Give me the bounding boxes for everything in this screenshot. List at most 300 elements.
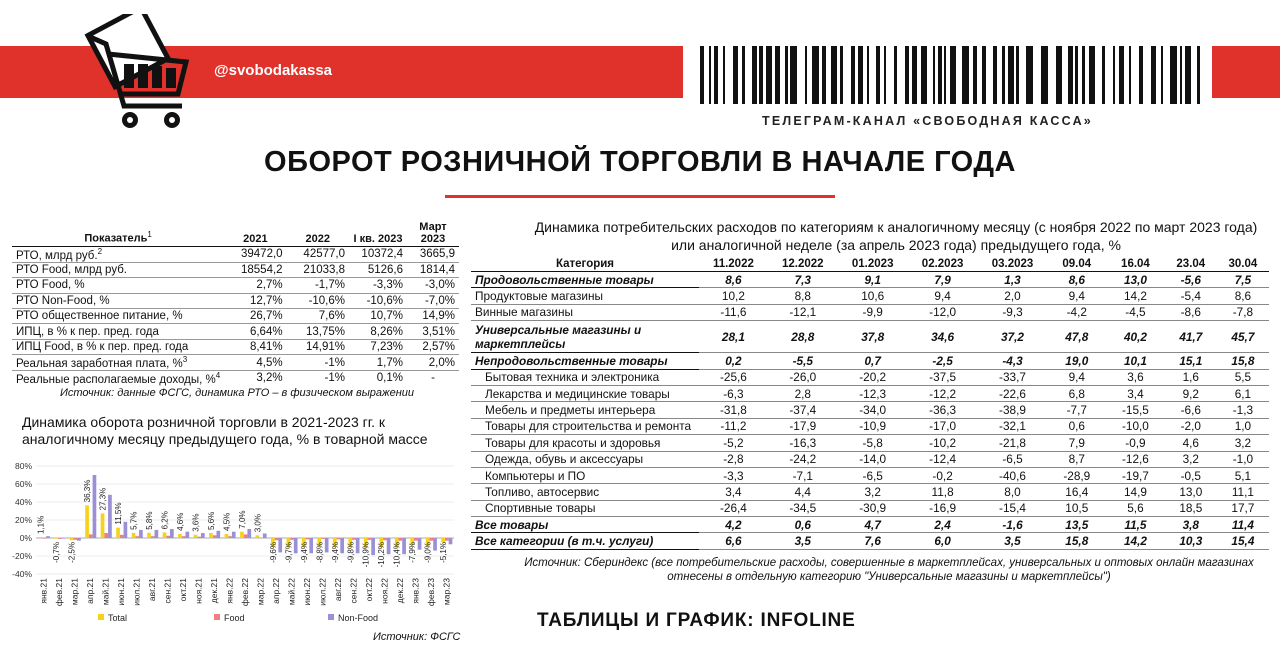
cell-value: 8,6 [1047,272,1106,288]
cell-value: -1,3 [1217,402,1269,418]
cell-value: -6,6 [1165,402,1217,418]
cell-value: 3,4 [699,484,768,500]
bar-food [290,538,294,540]
cell-value: 4,2 [699,517,768,533]
cell-value: 12,7% [224,293,286,308]
table-row [471,353,1269,369]
cell-value: -6,5 [978,451,1048,467]
cell-value: 7,3 [768,272,838,288]
barcode-bar [884,46,886,104]
barcode-bar [973,46,977,104]
y-tick-label: 40% [14,497,32,507]
bar-total [39,537,43,538]
category-label: Топливо, автосервис [471,484,699,500]
cell-value: -36,3 [908,402,978,418]
barcode-bar [840,46,843,104]
data-label: -9,7% [284,542,294,563]
data-label: 3,0% [253,514,263,533]
category-label: Продовольственные товары [471,272,699,288]
channel-handle[interactable]: @svobodakassa [214,62,333,79]
cell-value: 3,2 [838,484,908,500]
cell-value: 28,8 [768,321,838,353]
cell-value: -0,9 [1106,435,1165,451]
table-header-row [471,257,1269,272]
col-header: 09.04 [1047,257,1106,272]
data-label: 4,6% [175,512,185,531]
barcode-bar [831,46,837,104]
cell-value: 3665,9 [407,247,459,263]
cell-value: -1% [287,355,349,371]
cell-value: -17,0 [908,418,978,434]
table-row [12,339,459,354]
barcode-graphic [700,46,1200,104]
cell-value: 1814,4 [407,262,459,277]
cell-value: -34,5 [768,500,838,516]
bar-food [151,536,155,538]
cell-value: 13,0 [1165,484,1217,500]
barcode-bar [905,46,909,104]
category-label: Продуктовые магазины [471,288,699,304]
cell-value: -7,8 [1217,304,1269,320]
data-label: 7,0% [237,510,247,529]
x-tick-label: янв.22 [224,578,235,604]
data-label: 27,3% [98,487,108,511]
data-label: -10,4% [392,542,402,568]
cell-value: -5,5 [768,353,838,369]
cell-value: -37,4 [768,402,838,418]
bar-total [225,534,229,538]
barcode-bar [700,46,704,104]
bar-food [197,537,201,538]
barcode-bar [1102,46,1105,104]
bar-total [85,505,89,538]
cell-value: -24,2 [768,451,838,467]
data-label: -7,9% [408,542,418,563]
x-tick-label: окт.21 [178,578,189,602]
cell-value: 7,9 [908,272,978,288]
x-tick-label: авг.22 [332,578,343,602]
x-tick-label: янв.21 [38,578,49,604]
table-row [471,402,1269,418]
bar-total [240,532,244,538]
bar-food [104,533,108,538]
barcode-bar [1113,46,1115,104]
bar-food [445,538,449,541]
bar-food [73,538,77,540]
cell-value: -25,6 [699,369,768,385]
cell-value: 37,8 [838,321,908,353]
table-row [12,355,459,371]
y-tick-label: -20% [12,551,32,561]
bar-food [58,538,62,539]
table-row [471,435,1269,451]
cell-value: 0,6 [1047,418,1106,434]
x-tick-label: июн.22 [301,578,312,606]
cell-value: -9,3 [978,304,1048,320]
chart-source: Источник: ФСГС [373,631,461,643]
row-label: ИПЦ, в % к пер. пред. года [12,324,224,339]
cell-value: -26,0 [768,369,838,385]
cell-value: -37,5 [908,369,978,385]
cell-value: -1,6 [978,517,1048,533]
cell-value: 11,1 [1217,484,1269,500]
category-label: Бытовая техника и электроника [471,369,699,385]
cell-value: -17,9 [768,418,838,434]
page-title: ОБОРОТ РОЗНИЧНОЙ ТОРГОВЛИ В НАЧАЛЕ ГОДА [264,146,1016,178]
bar-total [194,535,198,538]
cell-value: -12,6 [1106,451,1165,467]
bar-food [275,538,279,540]
cell-value: 13,75% [287,324,349,339]
barcode-bar [709,46,711,104]
y-tick-label: -40% [12,569,32,579]
cell-value: 10,5 [1047,500,1106,516]
cell-value: 8,6 [1217,288,1269,304]
table-row [471,272,1269,288]
bar-food [399,538,403,541]
table-row [12,262,459,277]
barcode-bar [1129,46,1131,104]
table-row [471,385,1269,401]
bar-non-food [309,538,313,553]
cell-value: 8,8 [768,288,838,304]
legend-label: Total [108,613,128,623]
bar-food [414,538,418,541]
bar-food [166,536,170,538]
cell-value: 5126,6 [349,262,407,277]
cell-value: -38,9 [978,402,1048,418]
cell-value: -22,6 [978,385,1048,401]
barcode-bar [867,46,869,104]
cell-value: 14,91% [287,339,349,354]
cell-value: -7,1 [768,467,838,483]
cell-value: 39472,0 [224,247,286,263]
cell-value: 3,5 [768,533,838,549]
cell-value: 10372,4 [349,247,407,263]
cell-value: 3,51% [407,324,459,339]
indicators-source: Источник: данные ФСГС, динамика РТО – в физическом выражении [60,387,414,399]
data-label: -9,4% [330,542,340,563]
bar-food [368,538,372,540]
data-label: -10,2% [377,542,387,568]
barcode-bar [1185,46,1191,104]
category-label: Универсальные магазины и маркетплейсы [471,321,699,353]
cell-value: -0,2 [908,467,978,483]
y-tick-label: 20% [14,515,32,525]
cell-value: 4,5% [224,355,286,371]
cell-value: 15,8 [1047,533,1106,549]
bar-total [116,528,120,538]
cell-value: 15,8 [1217,353,1269,369]
row-label: Реальная заработная плата, %$^3$ [12,355,224,371]
data-label: -5,1% [439,542,449,563]
cell-value: -20,2 [838,369,908,385]
cell-value: 10,6 [838,288,908,304]
legend-swatch [98,614,104,620]
bar-food [42,538,46,539]
bar-non-food [247,529,251,538]
cell-value: 3,2 [1217,435,1269,451]
cell-value: 17,7 [1217,500,1269,516]
bar-food [228,536,232,538]
x-tick-label: июн.21 [116,578,127,606]
cell-value: 11,5 [1106,517,1165,533]
cell-value: 16,4 [1047,484,1106,500]
bar-non-food [294,538,298,553]
bar-food [352,538,356,540]
cell-value: 0,1% [376,372,403,385]
cell-value: 6,6 [699,533,768,549]
barcode-bar [785,46,788,104]
bar-food [321,538,325,539]
cell-value: 6,1 [1217,385,1269,401]
table-row [471,288,1269,304]
cell-value: 0,2 [699,353,768,369]
bar-non-food [77,538,81,541]
cell-value: -5,8 [838,435,908,451]
barcode-bar [1075,46,1078,104]
barcode-bar [950,46,956,104]
data-label: 1,1% [36,515,46,535]
barcode-bar [1089,46,1095,104]
bar-total [70,538,74,540]
cell-value: -34,0 [838,402,908,418]
bar-non-food [449,538,453,544]
cell-value: -4,3 [978,353,1048,369]
col-header: I кв. 2023 [349,220,407,247]
col-header: Март 2023 [407,220,459,247]
cell-value: 9,4 [908,288,978,304]
barcode-bar [1151,46,1156,104]
barcode-bar [876,46,880,104]
cell-value: 6,64% [224,324,286,339]
barcode-bar [759,46,763,104]
barcode-bar [805,46,807,104]
cell-value: 42577,0 [287,247,349,263]
bar-total [209,533,213,538]
col-header: 16.04 [1106,257,1165,272]
table-row [471,321,1269,353]
cell-value: 13,5 [1047,517,1106,533]
cell-value: -8,6 [1165,304,1217,320]
spending-source: Источник: Сбериндекс (все потребительские расходы, совершенные в маркетплейсах, универсальных и оптовых онлайн магазинах отнесены в отдельную категорию "Универсальные магазины и маркетплейсы") [524,557,1254,583]
cell-value: 2,8 [768,385,838,401]
cell-value: -1% [324,372,345,385]
cell-value: 11,8 [908,484,978,500]
barcode-bar [1139,46,1143,104]
shopping-cart-logo [84,14,194,132]
cell-value: -0,5 [1165,467,1217,483]
cell-value: 3,5 [978,533,1048,549]
cell-value: 41,7 [1165,321,1217,353]
cell-value: -14,0 [838,451,908,467]
cell-value: 5,1 [1217,467,1269,483]
x-tick-label: мар.22 [255,578,266,606]
bar-food [120,535,124,538]
cell-value: -2,5 [908,353,978,369]
data-label: 36,3% [83,479,93,503]
cell-value: 45,7 [1217,321,1269,353]
x-tick-label: апр.21 [85,578,96,604]
table-header-row [12,220,459,247]
row-label: РТО Food, млрд руб. [12,262,224,277]
cell-value: -11,6 [699,304,768,320]
cell-value: -30,9 [838,500,908,516]
barcode-bar [790,46,797,104]
bar-non-food [371,538,375,555]
cell-value: 4,6 [1165,435,1217,451]
bar-non-food [325,538,329,552]
barcode-bar [1180,46,1182,104]
x-tick-label: сен.22 [348,578,359,604]
row-label: Реальные располагаемые доходы, %$^4$ [16,371,221,386]
barcode-bar [962,46,969,104]
cell-value: 14,9% [407,309,459,324]
cell-value: -1,0 [1217,451,1269,467]
x-tick-label: апр.22 [270,578,281,604]
cell-value: -12,4 [908,451,978,467]
cell-value: 8,41% [224,339,286,354]
cell-value: 5,5 [1217,369,1269,385]
barcode-bar [752,46,757,104]
x-tick-label: мар.21 [69,578,80,606]
table-row [12,324,459,339]
col-header: 12.2022 [768,257,838,272]
data-label: -9,0% [423,542,433,563]
cell-value: -16,9 [908,500,978,516]
data-label: -0,7% [52,542,62,563]
col-header: 03.2023 [978,257,1048,272]
cell-value: -28,9 [1047,467,1106,483]
bar-total [54,538,58,539]
data-label: 6,2% [160,511,170,530]
cell-value: -4,5 [1106,304,1165,320]
barcode-bar [1026,46,1033,104]
cell-value: -15,5 [1106,402,1165,418]
data-label: 5,7% [129,511,139,530]
x-tick-label: июл.21 [131,578,142,606]
barcode-bar [742,46,745,104]
barcode-bar [921,46,927,104]
data-label: 5,6% [206,511,216,530]
x-tick-label: июл.22 [317,578,328,606]
barcode-bar [1161,46,1163,104]
cell-value: -15,4 [978,500,1048,516]
data-label: -9,4% [299,542,309,563]
bar-non-food [278,538,282,552]
cell-value: 28,1 [699,321,768,353]
channel-name: ТЕЛЕГРАМ-КАНАЛ «СВОБОДНАЯ КАССА» [762,114,1093,128]
x-tick-label: сен.21 [162,578,173,604]
legend-label: Food [224,613,245,623]
legend-label: Non-Food [338,613,379,623]
bar-food [430,538,434,541]
cell-value: 7,6% [287,309,349,324]
category-label: Все категории (в т.ч. услуги) [471,533,699,549]
bar-food [244,534,248,538]
table-row [12,371,459,386]
cell-value: 3,4 [1106,385,1165,401]
x-tick-label: дек.21 [209,578,220,604]
cell-value: -3,3% [349,278,407,293]
x-tick-label: май.22 [286,578,297,606]
bar-food [259,538,263,539]
bar-non-food [387,538,391,554]
col-header: 01.2023 [838,257,908,272]
cell-value: -12,0 [908,304,978,320]
cell-value: -33,7 [978,369,1048,385]
legend-swatch [328,614,334,620]
cell-value: -4,2 [1047,304,1106,320]
cell-value: -1,7% [287,278,349,293]
cell-value: 10,1 [1106,353,1165,369]
retail-turnover-chart [6,456,458,628]
barcode-bar [1119,46,1124,104]
barcode-bar [851,46,855,104]
bar-total [163,532,167,538]
cell-value: -3,0% [407,278,459,293]
cell-value: -2,0 [1165,418,1217,434]
cell-value: -21,8 [978,435,1048,451]
cell-value: -11,2 [699,418,768,434]
barcode-bar [1056,46,1062,104]
cell-value: -3,3 [699,467,768,483]
cell-value: 2,7% [224,278,286,293]
bar-non-food [124,522,128,538]
category-label: Непродовольственные товары [471,353,699,369]
cell-value: 37,2 [978,321,1048,353]
data-label: 11,5% [114,502,124,525]
cell-value: 40,2 [1106,321,1165,353]
row-label: ИПЦ Food, в % к пер. пред. года [12,339,224,354]
table-row [471,533,1269,549]
col-header: Категория [471,257,699,272]
spending-table [471,257,1269,550]
cell-value: 7,5 [1217,272,1269,288]
table-row [471,451,1269,467]
cell-value: 3,8 [1165,517,1217,533]
barcode-bar [723,46,725,104]
y-tick-label: 80% [14,461,32,471]
barcode-bar [1068,46,1073,104]
cell-value: 15,1 [1165,353,1217,369]
bar-food [337,538,341,539]
cell-value: -19,7 [1106,467,1165,483]
bar-non-food [108,495,112,538]
table-row [471,500,1269,516]
cell-value: 4,4 [768,484,838,500]
bar-non-food [433,538,437,551]
category-label: Спортивные товары [471,500,699,516]
category-label: Винные магазины [471,304,699,320]
bar-non-food [216,531,220,538]
cell-value: 9,2 [1165,385,1217,401]
cell-value: -5,6 [1165,272,1217,288]
cell-value: -26,4 [699,500,768,516]
table-row [471,418,1269,434]
barcode-bar [1170,46,1177,104]
table-row [471,467,1269,483]
col-header: 2022 [287,220,349,247]
indicators-table [12,220,459,386]
cell-value: 26,7% [224,309,286,324]
x-tick-label: май.21 [100,578,111,606]
y-tick-label: 60% [14,479,32,489]
legend-swatch [214,614,220,620]
category-label: Компьютеры и ПО [471,467,699,483]
category-label: Одежда, обувь и аксессуары [471,451,699,467]
cell-value: -5,2 [699,435,768,451]
